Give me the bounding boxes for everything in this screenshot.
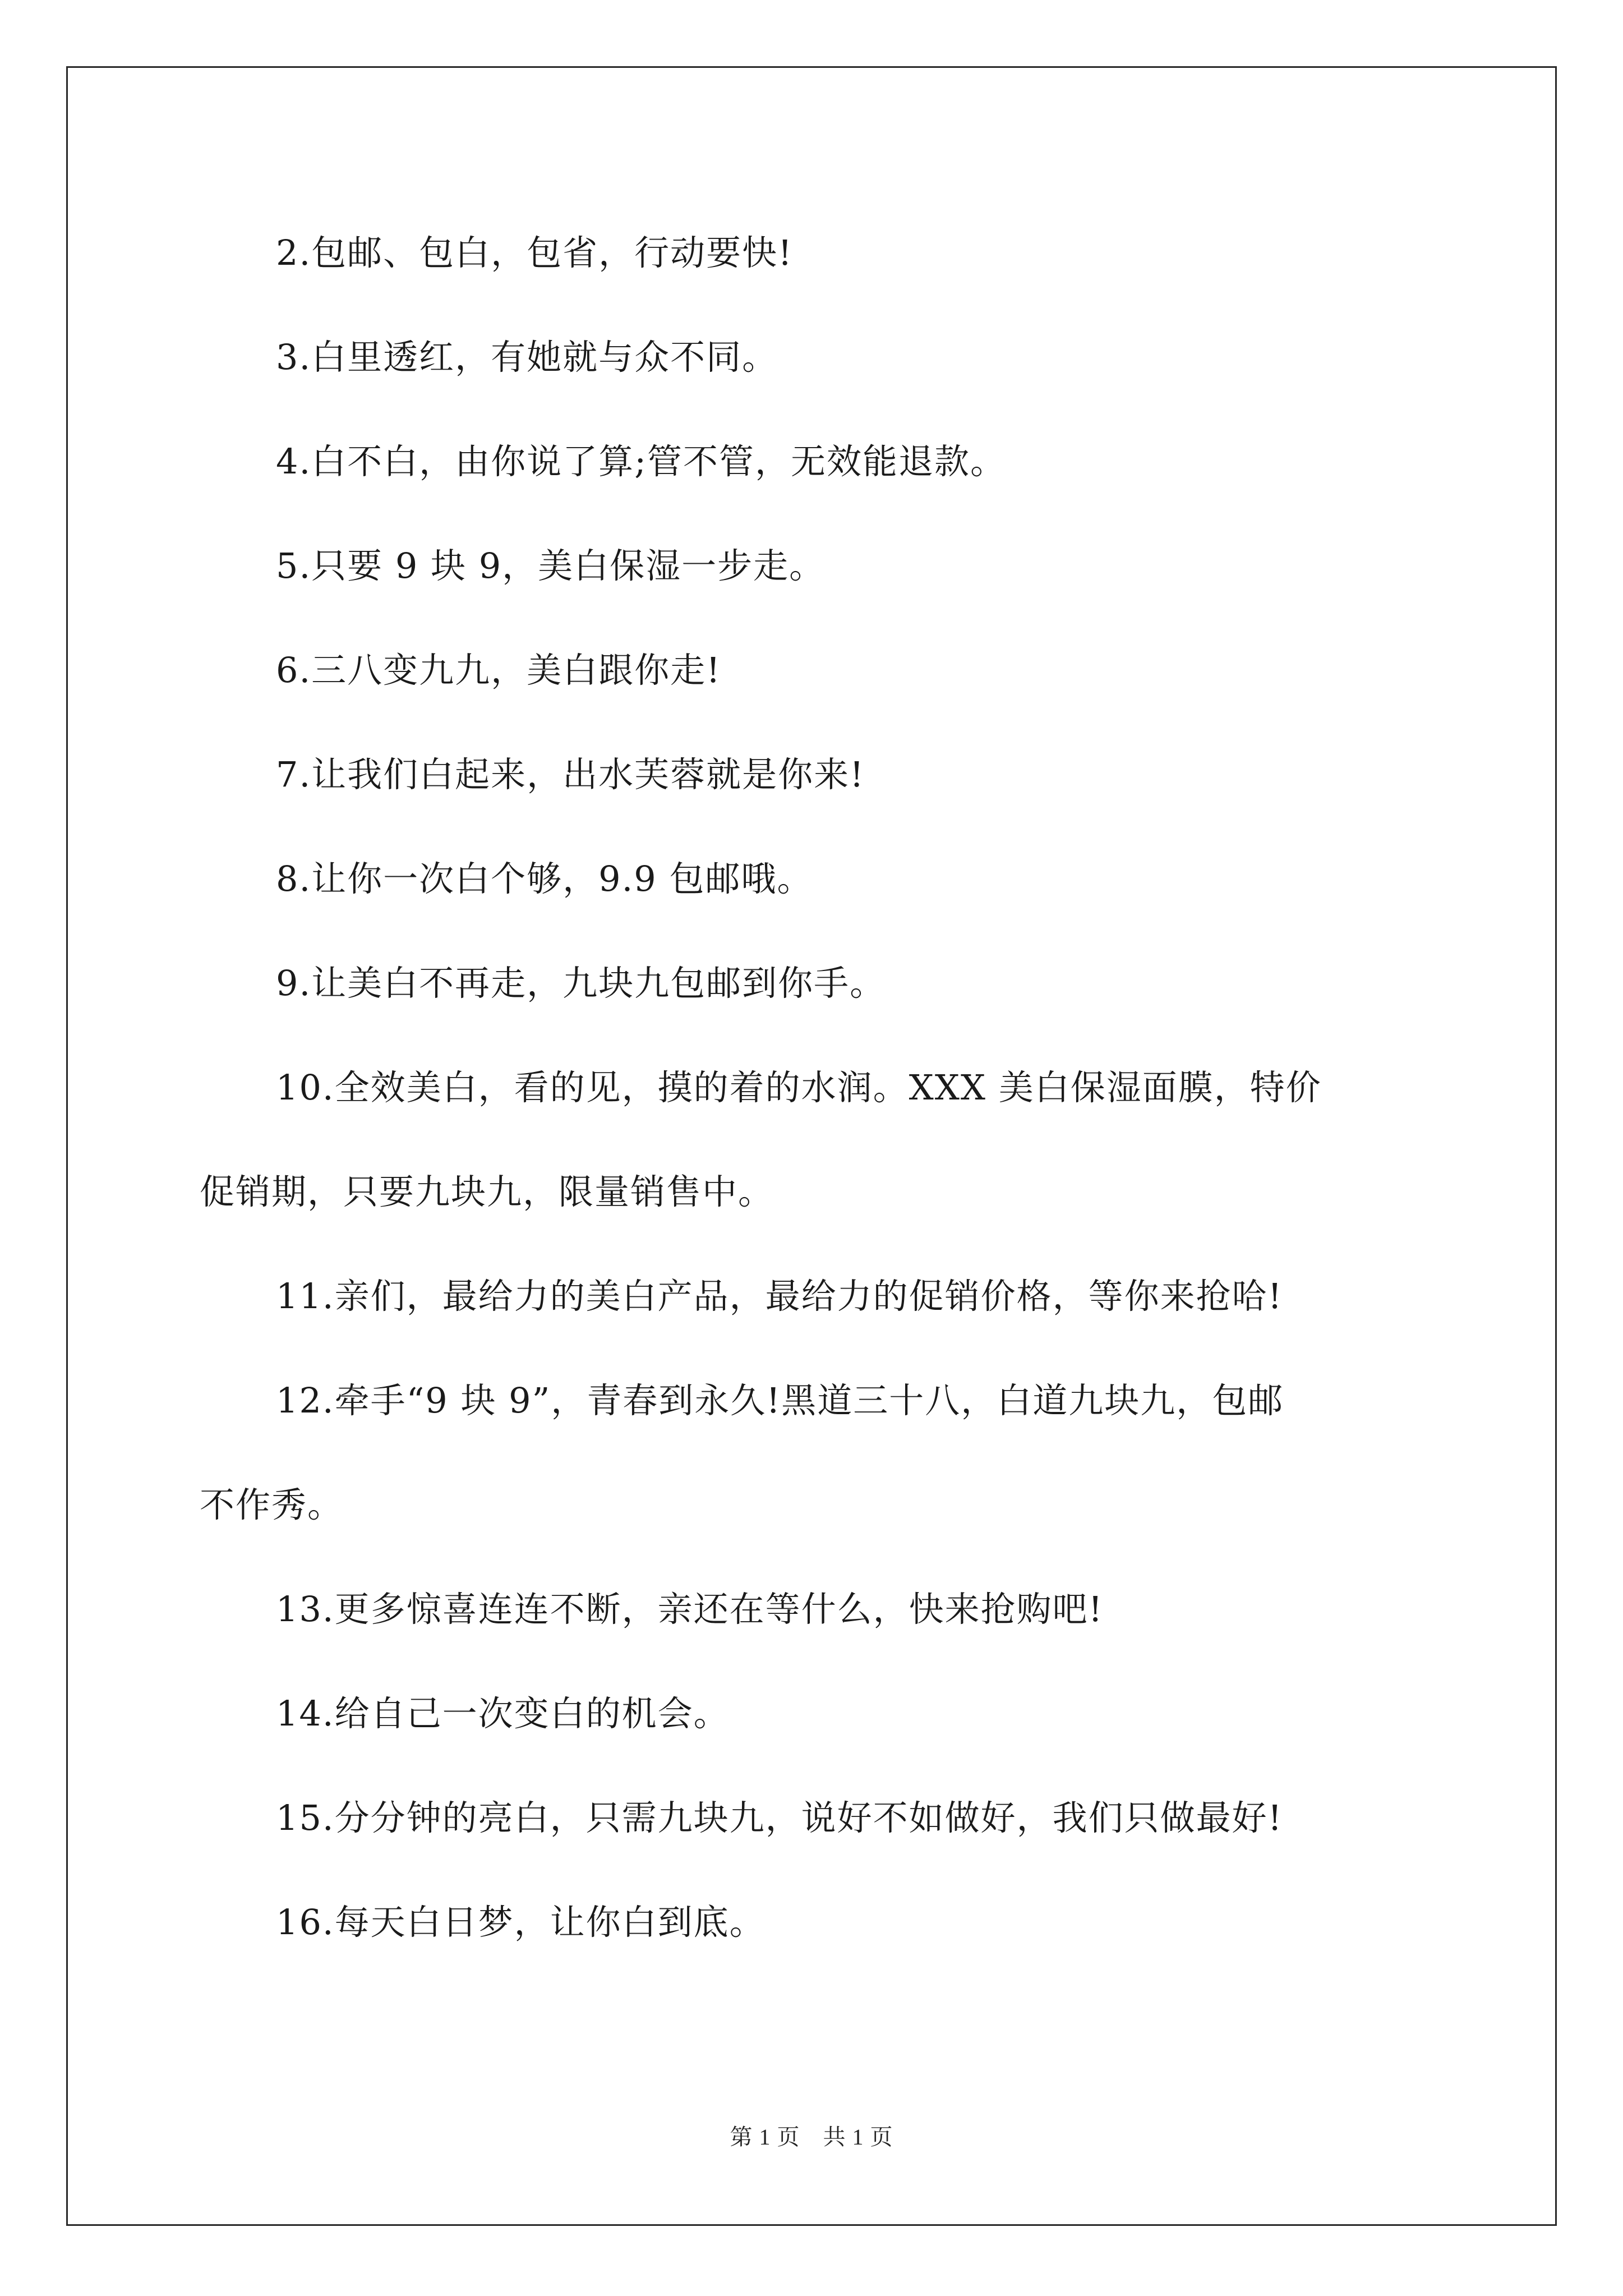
page-number-footer: 第 1 页 共 1 页 [730, 2124, 893, 2150]
slogan-8: 8.让你一次白个够，9.9 包邮哦。 [276, 858, 813, 899]
slogan-5: 5.只要 9 块 9，美白保湿一步走。 [276, 545, 826, 586]
slogan-6: 6.三八变九九，美白跟你走! [276, 650, 722, 691]
slogan-9: 9.让美白不再走，九块九包邮到你手。 [276, 963, 886, 1004]
slogan-13: 13.更多惊喜连连不断，亲还在等什么，快来抢购吧! [276, 1589, 1104, 1630]
slogan-10-line-2: 促销期，只要九块九，限量销售中。 [200, 1171, 774, 1212]
slogan-16: 16.每天白日梦，让你白到底。 [276, 1902, 766, 1943]
slogan-3: 3.白里透红，有她就与众不同。 [276, 337, 778, 378]
slogan-14: 14.给自己一次变白的机会。 [276, 1693, 730, 1734]
slogan-15: 15.分分钟的亮白，只需九块九，说好不如做好，我们只做最好! [276, 1797, 1283, 1838]
slogan-12-line-2: 不作秀。 [200, 1484, 344, 1525]
slogan-11: 11.亲们，最给力的美白产品，最给力的促销价格，等你来抢哈! [276, 1276, 1283, 1317]
slogan-2: 2.包邮、包白，包省，行动要快! [276, 232, 794, 273]
slogan-7: 7.让我们白起来，出水芙蓉就是你来! [276, 754, 865, 795]
slogan-10-line-1: 10.全效美白，看的见，摸的着的水润。XXX 美白保湿面膜，特价 [276, 1067, 1322, 1108]
slogan-12-line-1: 12.牵手“9 块 9”，青春到永久!黑道三十八，白道九块九，包邮 [276, 1380, 1284, 1421]
slogan-4: 4.白不白，由你说了算;管不管，无效能退款。 [276, 441, 1007, 482]
